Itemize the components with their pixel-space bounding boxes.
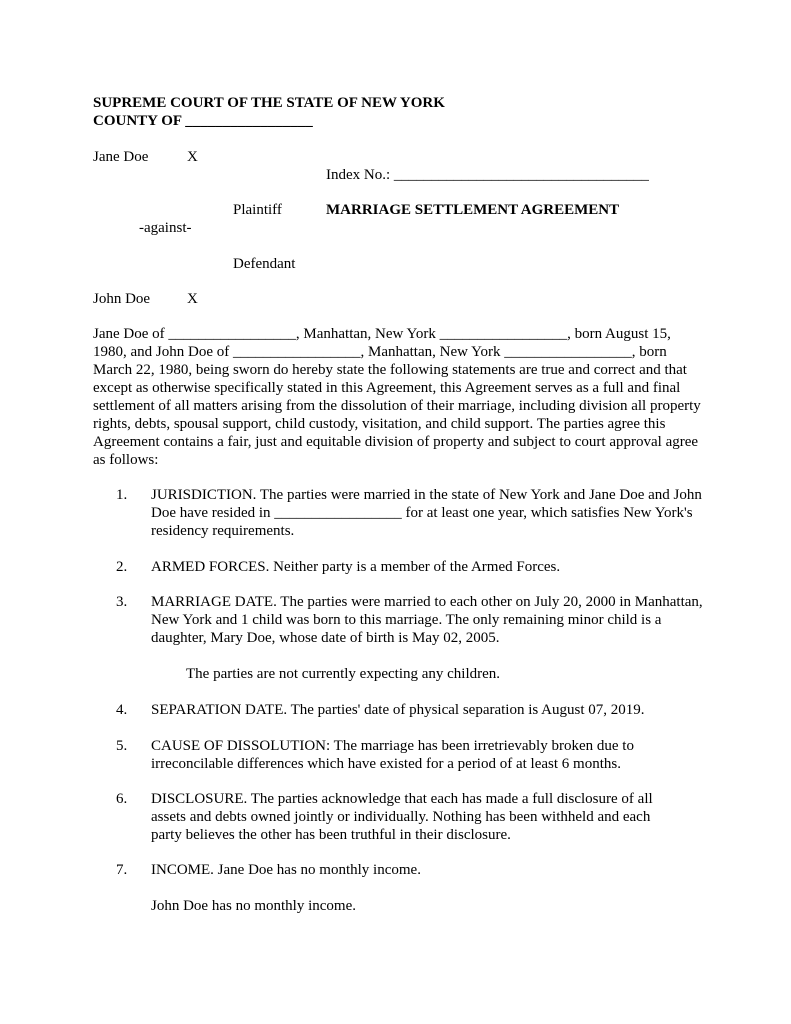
item-number: 3. — [116, 594, 128, 610]
defendant-label: Defendant — [233, 256, 296, 272]
defendant-mark: X — [187, 291, 198, 307]
plaintiff-label: Plaintiff — [233, 202, 282, 218]
court-title: SUPREME COURT OF THE STATE OF NEW YORK — [93, 95, 445, 111]
item-7-note: John Doe has no monthly income. — [151, 898, 356, 914]
intro-paragraph: Jane Doe of _________________, Manhattan, New York _________________, born August 15, 1980, and John Doe of _________________, Manhattan, New York _________________, born March 22, 1980, being sworn do hereby state the following statements are true and correct and that except as otherwise specifically stated in this Agreement, this Agreement serves as a full and final settlement of all matters arising from the dissolution of their marriage, including division all property rights, debts, spousal support, child custody, visitation, and child support. The parties agree this Agreement contains a fair, just and equitable division of property and subject to court approval agree as follows: — [93, 326, 701, 468]
item-number: 5. — [116, 738, 128, 754]
item-income: INCOME. Jane Doe has no monthly income. — [151, 862, 421, 878]
item-marriage-date: MARRIAGE DATE. The parties were married to each other on July 20, 2000 in Manhattan, New York and 1 child was born to this marriage. The only remaining minor child is a daughter, Mary Doe, whose date of birth is May 02, 2005. — [151, 594, 703, 646]
document-title: MARRIAGE SETTLEMENT AGREEMENT — [326, 202, 620, 218]
item-number: 4. — [116, 702, 128, 718]
item-separation-date: SEPARATION DATE. The parties' date of physical separation is August 07, 2019. — [151, 702, 645, 718]
plaintiff-name: Jane Doe — [93, 149, 149, 165]
item-jurisdiction: JURISDICTION. The parties were married in the state of New York and Jane Doe and John Doe have resided in _________________ for at least one year, which satisfies New York's residency requirements. — [151, 487, 702, 539]
against-label: -against- — [139, 220, 192, 236]
item-number: 1. — [116, 487, 128, 503]
item-disclosure: DISCLOSURE. The parties acknowledge that each has made a full disclosure of all assets and debts owned jointly or individually. Nothing has been withheld and each party believes the other has been truthful in their disclosure. — [151, 791, 653, 843]
item-armed-forces: ARMED FORCES. Neither party is a member of the Armed Forces. — [151, 559, 561, 575]
defendant-name: John Doe — [93, 291, 151, 307]
index-number: Index No.: __________________________________ — [326, 167, 649, 183]
item-number: 7. — [116, 862, 128, 878]
item-number: 6. — [116, 791, 128, 807]
item-3-note: The parties are not currently expecting any children. — [186, 666, 501, 682]
item-number: 2. — [116, 559, 128, 575]
county-line: COUNTY OF _________________ — [93, 113, 313, 129]
plaintiff-mark: X — [187, 149, 198, 165]
item-cause-of-dissolution: CAUSE OF DISSOLUTION: The marriage has been irretrievably broken due to irreconcilable differences which have existed for a period of at least 6 months. — [151, 738, 634, 772]
